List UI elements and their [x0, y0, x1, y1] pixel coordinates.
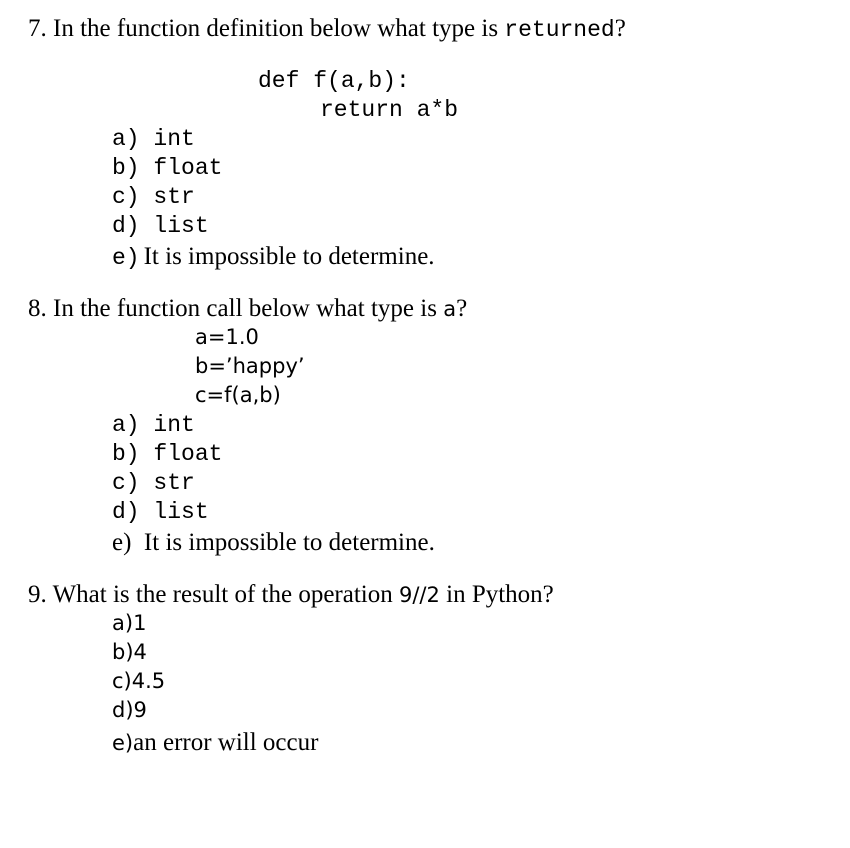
- question-8-option-b: b) float: [112, 441, 223, 467]
- question-9-heading: [28, 582, 554, 607]
- question-9-option-d: d)9: [112, 698, 147, 722]
- question-9-option-a: a)1: [112, 611, 147, 635]
- question-8-code-line-2: b=’happy’: [195, 354, 305, 378]
- question-8-code-line-3: c=f(a,b): [195, 383, 281, 407]
- question-8-option-c: c) str: [112, 470, 195, 496]
- question-9-code-word: 9//2: [399, 583, 440, 607]
- question-9-option-b: b)4: [112, 640, 147, 664]
- question-9-text-end: in Python?: [439, 581, 554, 608]
- question-7-code-line-1: def f(a,b):: [258, 68, 410, 94]
- question-9-number: 9.: [28, 581, 47, 608]
- question-9-option-c: c)4.5: [112, 669, 166, 693]
- question-7-text: In the function definition below what type is: [53, 15, 505, 42]
- question-8-text: In the function call below what type is: [53, 295, 444, 322]
- question-7-option-e: e) It is impossible to determine.: [112, 243, 435, 271]
- question-7-code-word: returned: [504, 17, 615, 43]
- question-8-option-a: a) int: [112, 412, 195, 438]
- question-8-option-e: e) It is impossible to determine.: [112, 529, 435, 556]
- question-8-heading: [28, 296, 467, 321]
- question-7-option-d: d) list: [112, 213, 209, 239]
- question-8-option-d: d) list: [112, 499, 209, 525]
- question-8-number: 8.: [28, 295, 47, 322]
- question-7-option-b: b) float: [112, 155, 223, 181]
- question-7-number: 7.: [28, 15, 47, 42]
- question-9-text: What is the result of the operation: [52, 581, 399, 608]
- question-7-option-a: a) int: [112, 126, 195, 152]
- question-7-text-end: ?: [614, 15, 626, 42]
- question-9-option-e: e)an error will occur: [112, 729, 319, 756]
- question-7-option-c: c) str: [112, 184, 195, 210]
- question-8-text-end: ?: [456, 295, 468, 322]
- question-7-code-line-2: return a*b: [320, 97, 459, 123]
- question-7-heading: [28, 16, 626, 42]
- question-8-code-line-1: a=1.0: [195, 325, 259, 349]
- question-8-code-word: a: [443, 297, 457, 321]
